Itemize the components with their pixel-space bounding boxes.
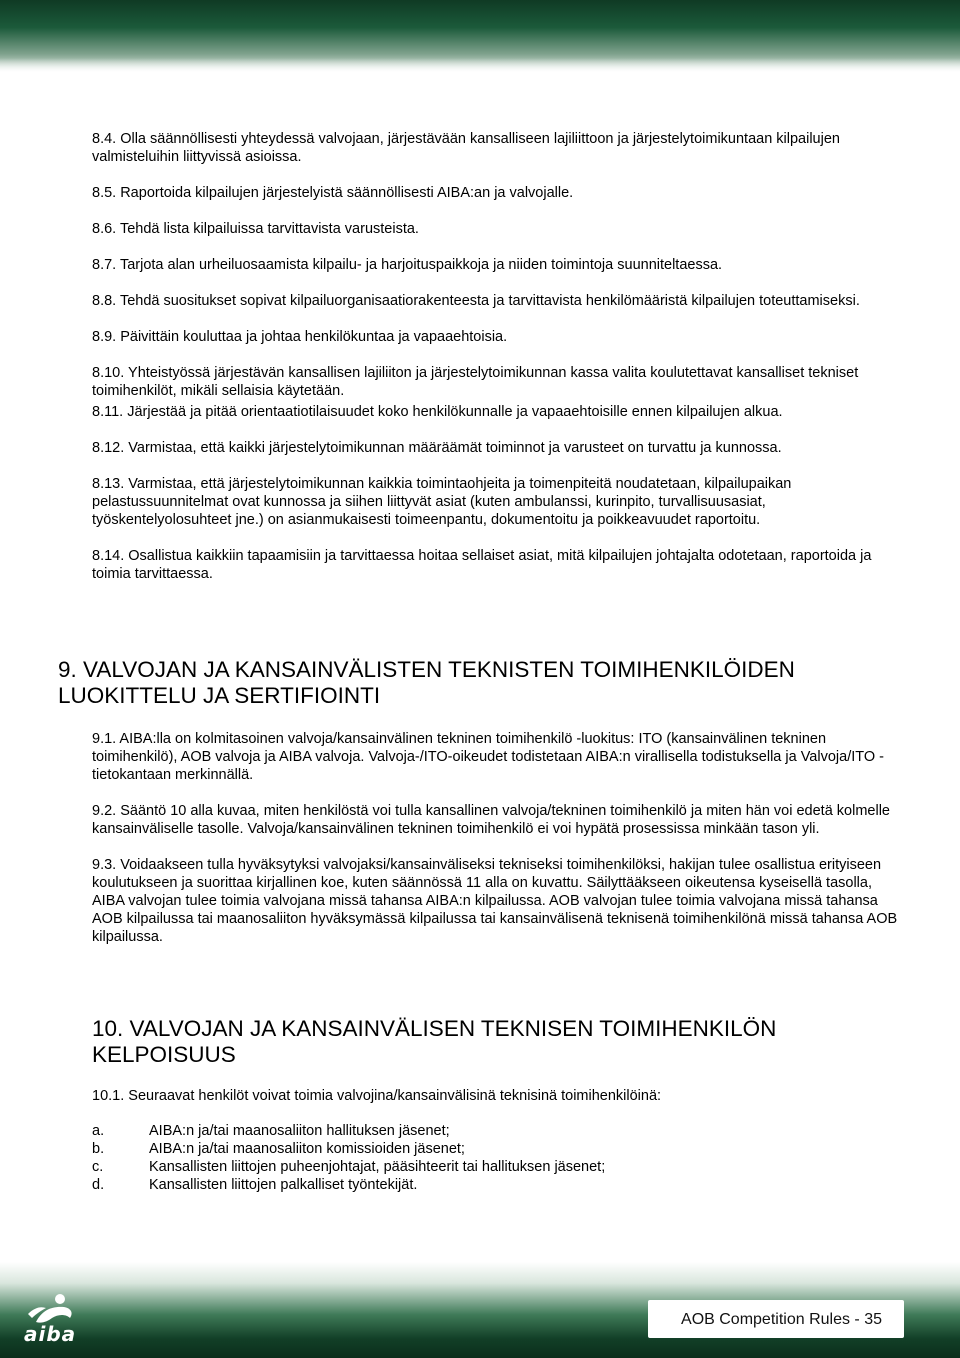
paragraph-8-7: 8.7. Tarjota alan urheiluosaamista kilpailu- ja harjoituspaikkoja ja niiden toimintoja suunniteltaessa. [92, 257, 723, 273]
paragraph-8-14: 8.14. Osallistua kaikkiin tapaamisiin ja tarvittaessa hoitaa sellaiset asiat, mitä kilpailujen johtajalta odotetaan, raportoida ja toimia tarvittaessa. [92, 548, 872, 582]
paragraph-8-11: 8.11. Järjestää ja pitää orientaatiotilaisuudet koko henkilökunnalle ja vapaaehtoisille ennen kilpailujen alkua. [92, 404, 783, 420]
list-item-text: AIBA:n ja/tai maanosaliiton komissioiden jäsenet; [149, 1141, 465, 1157]
section-9-heading: 9. VALVOJAN JA KANSAINVÄLISTEN TEKNISTEN TOIMIHENKILÖIDEN LUOKITTELU JA SERTIFIOINTI [58, 657, 795, 708]
list-item [92, 1158, 902, 1176]
paragraph-8-8: 8.8. Tehdä suositukset sopivat kilpailuorganisaatiorakenteesta ja tarvittavista henkilömääristä kilpailujen toteuttamiseksi. [92, 293, 860, 309]
paragraph-9-1: 9.1. AIBA:lla on kolmitasoinen valvoja/kansainvälinen tekninen toimihenkilö -luokitus: ITO (kansainvälinen tekninen toimihenkilö), AOB valvoja ja AIBA valvoja. Valvoja-/ITO-oikeudet todistetaan AIBA:n virallisella todistuksella ja Valvoja/ITO -tietokantaan merkinnällä. [92, 731, 884, 783]
aiba-logo [18, 1292, 88, 1352]
paragraph-8-4: 8.4. Olla säännöllisesti yhteydessä valvojaan, järjestävään kansalliseen lajiliittoon ja järjestelytoimikuntaan kilpailujen valmisteluihin liittyvissä asioissa. [92, 131, 840, 165]
document-body [92, 130, 902, 583]
paragraph-8-13: 8.13. Varmistaa, että järjestelytoimikunnan kaikkia toimintaohjeita ja toimenpiteitä noudatetaan, kilpailupaikan pelastussuunnitelmat ovat kunnossa ja siihen liittyvät asiat (kuten ambulanssi, kurinpito, turvallisuusasiat, työskentelyolosuhteet jne.) on asianmukaisesti toimeenpantu, dokumentoitu ja poikkeavuudet raportoitu. [92, 476, 792, 528]
list-item-text: AIBA:n ja/tai maanosaliiton hallituksen jäsenet; [149, 1123, 450, 1139]
paragraph-8-6: 8.6. Tehdä lista kilpailuissa tarvittavista varusteista. [92, 221, 419, 237]
logo-text: aiba [24, 1322, 77, 1346]
page-footer-label [648, 1300, 904, 1338]
paragraph-8-9: 8.9. Päivittäin kouluttaa ja johtaa henkilökuntaa ja vapaaehtoisia. [92, 329, 508, 345]
list-item [92, 1140, 902, 1158]
section-9-body [92, 730, 902, 946]
paragraph-8-12: 8.12. Varmistaa, että kaikki järjestelytoimikunnan määräämät toiminnot ja varusteet on turvattu ja kunnossa. [92, 440, 782, 456]
eligibility-list [92, 1122, 902, 1194]
list-marker: c. [92, 1159, 104, 1175]
paragraph-10-1: 10.1. Seuraavat henkilöt voivat toimia valvojina/kansainvälisinä teknisinä toimihenkilöinä: [92, 1088, 662, 1104]
list-marker: a. [92, 1123, 105, 1139]
page-number-text: AOB Competition Rules - 35 [681, 1311, 882, 1328]
list-item [92, 1176, 902, 1194]
paragraph-9-2: 9.2. Sääntö 10 alla kuvaa, miten henkilöstä voi tulla kansallinen valvoja/tekninen toimihenkilö ja miten hän voi edetä kolmelle kansainväliselle tasolle. Valvoja/kansainvälinen tekninen toimihenkilö ei voi hypätä prosessissa minkään tason yli. [92, 803, 890, 837]
list-marker: b. [92, 1141, 105, 1157]
paragraph-9-3: 9.3. Voidaakseen tulla hyväksytyksi valvojaksi/kansainväliseksi tekniseksi toimihenkilöksi, hakijan tulee osallistua erityiseen koulutukseen ja suorittaa kirjallinen koe, kuten säännössä 11 alla on kuvattu. Säilyttääkseen oikeutensa kyseisellä tasolla, AIBA valvojan tulee toimia valvojana missä tahansa AIBA:n kilpailussa. AOB valvojan tulee toimia valvojana missä tahansa AOB kilpailussa tai maanosaliiton hyväksymässä kilpailussa tai kansainvälisenä teknisenä toimihenkilönä missä tahansa AOB kilpailussa. [92, 857, 898, 945]
paragraph-8-10: 8.10. Yhteistyössä järjestävän kansallisen lajiliiton ja järjestelytoimikunnan kassa valita koulutettavat kansalliset tekniset toimihenkilöt, mikäli sellaisia käytetään. [92, 365, 859, 399]
paragraph-8-5: 8.5. Raportoida kilpailujen järjestelyistä säännöllisesti AIBA:an ja valvojalle. [92, 185, 574, 201]
list-item-text: Kansallisten liittojen palkalliset työntekijät. [149, 1177, 418, 1193]
header-band [0, 0, 960, 72]
list-item [92, 1122, 902, 1140]
section-10-heading: 10. VALVOJAN JA KANSAINVÄLISEN TEKNISEN TOIMIHENKILÖN KELPOISUUS [92, 1016, 777, 1067]
list-item-text: Kansallisten liittojen puheenjohtajat, pääsihteerit tai hallituksen jäsenet; [149, 1159, 606, 1175]
list-marker: d. [92, 1177, 105, 1193]
section-10-body [92, 1087, 902, 1194]
